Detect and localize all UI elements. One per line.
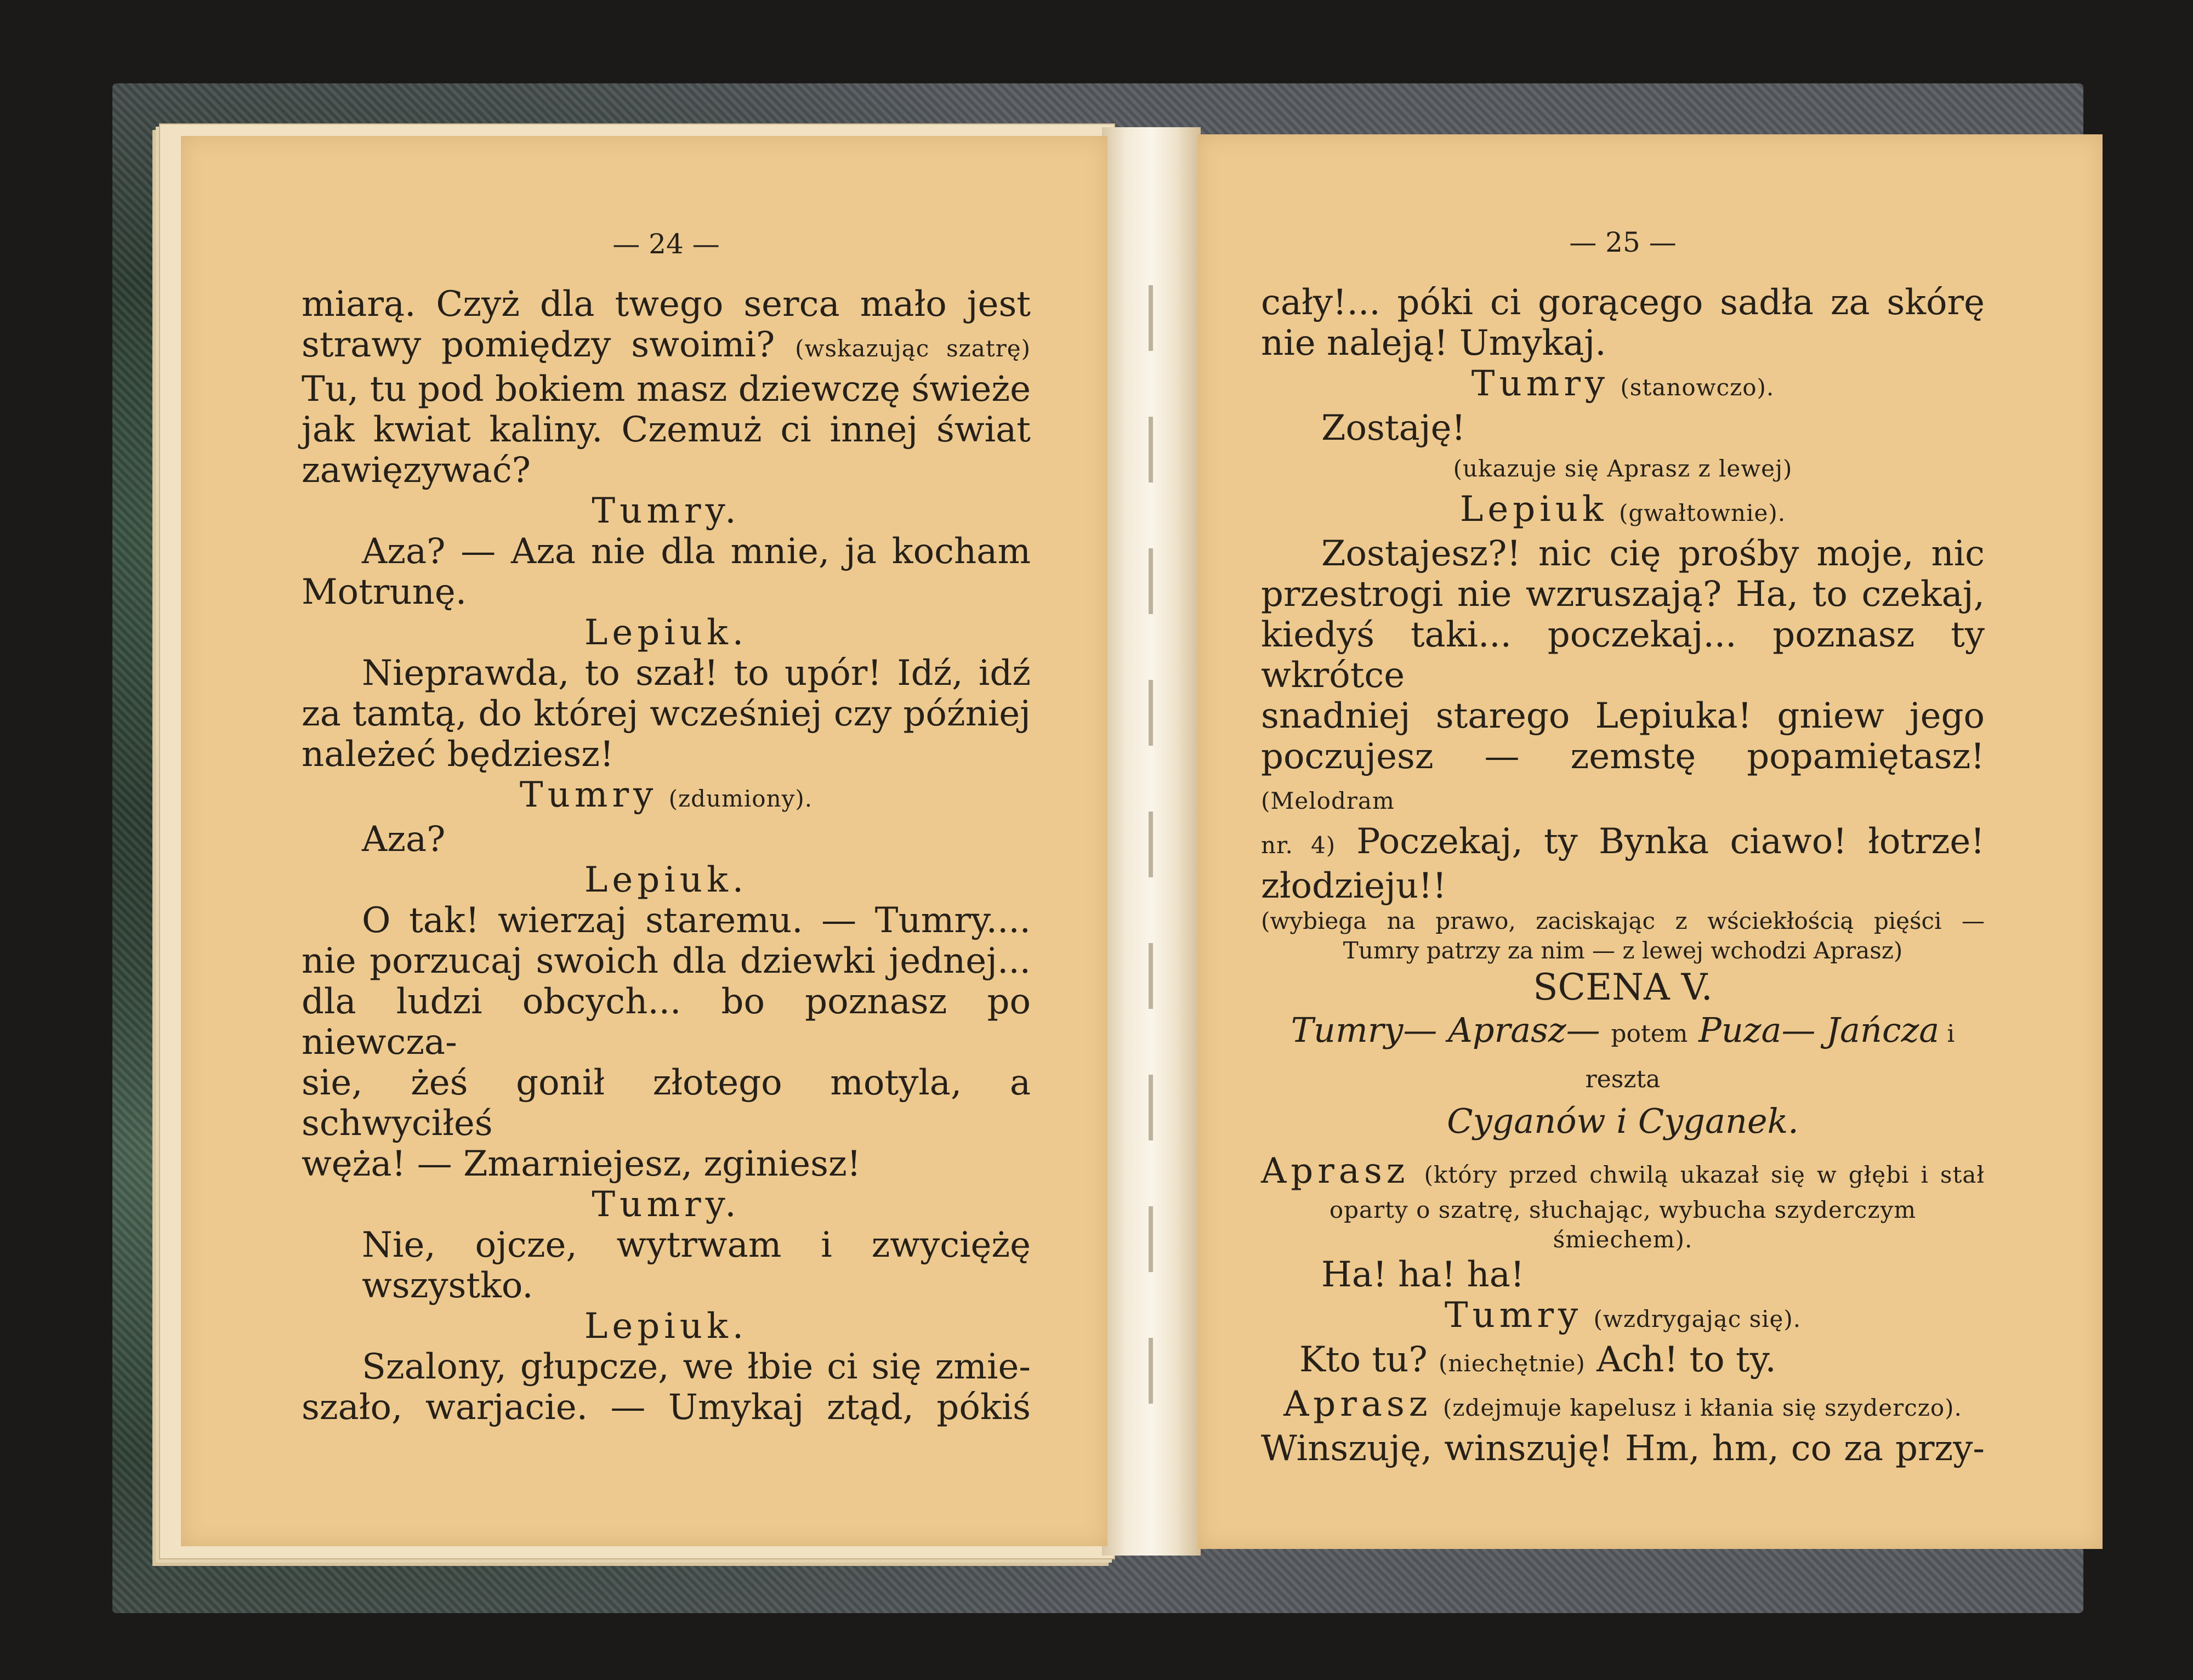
text-line: Tu, tu pod bokiem masz dziewczę świeże bbox=[302, 369, 1031, 410]
text-line: Motrunę. bbox=[302, 572, 467, 612]
text-line: miarą. Czyż dla twego serca mało jest bbox=[302, 284, 1031, 325]
stage-direction: (stanowczo). bbox=[1620, 374, 1775, 401]
text-line: kiedyś taki... poczekaj... poznasz ty wkrótce bbox=[1261, 615, 1985, 696]
stage-direction: (gwałtownie). bbox=[1619, 500, 1786, 526]
text-line: cały!... póki ci gorącego sadła za skórę bbox=[1261, 282, 1985, 323]
text-line: Winszuję, winszuję! Hm, hm, co za przy- bbox=[1261, 1428, 1985, 1469]
scene-cast: Cyganów i Cyganek. bbox=[1447, 1101, 1799, 1141]
text-line: poczujesz — zemstę popamiętasz! (Melodram bbox=[1261, 736, 1985, 814]
text-line: Nieprawda, to szał! to upór! Idź, idź bbox=[362, 653, 1031, 694]
text-line: złodzieju!! bbox=[1261, 866, 1447, 906]
speaker-name: Aprasz bbox=[1283, 1384, 1432, 1424]
speaker-name: Tumry bbox=[519, 775, 658, 815]
speaker-name: Lepiuk. bbox=[584, 1306, 748, 1347]
text-line: jak kwiat kaliny. Czemuż ci innej świat bbox=[302, 410, 1031, 450]
stage-direction: Tumry patrzy za nim — z lewej wchodzi Aprasz) bbox=[1343, 937, 1903, 964]
text-line: Kto tu? (niechętnie) Ach! to ty. bbox=[1299, 1340, 1776, 1380]
stage-direction: nr. 4) bbox=[1261, 832, 1336, 859]
text-line: należeć będziesz! bbox=[302, 734, 614, 775]
text-line: Ha! ha! ha! bbox=[1321, 1255, 1525, 1295]
text-line: Zostajesz?! nic cię prośby moje, nic bbox=[1321, 533, 1985, 574]
text-line: szało, warjacie. — Umykaj ztąd, pókiś bbox=[302, 1387, 1031, 1428]
speaker-line bbox=[1261, 489, 1985, 533]
stage-direction: (wybiega na prawo, zaciskając z wściekłością pięści — bbox=[1261, 907, 1985, 934]
speaker-name: Lepiuk. bbox=[584, 612, 748, 653]
text-line: snadniej starego Lepiuka! gniew jego bbox=[1261, 696, 1985, 736]
speaker-line bbox=[1261, 1151, 1985, 1195]
text-line: nie porzucaj swoich dla dziewki jednej... bbox=[302, 941, 1031, 981]
speaker-name: Tumry bbox=[1471, 364, 1610, 404]
text-line: zawięzywać? bbox=[302, 450, 531, 491]
left-page bbox=[181, 136, 1107, 1546]
text-line: sie, żeś gonił złotego motyla, a schwyciłeś bbox=[302, 1063, 1031, 1144]
stage-direction: (zdejmuje kapelusz i kłania się szyderczo). bbox=[1442, 1394, 1962, 1421]
text-line: przestrogi nie wzruszają? Ha, to czekaj, bbox=[1261, 574, 1985, 615]
speaker-name: Tumry bbox=[1444, 1295, 1583, 1336]
page-number: — 25 — bbox=[1569, 226, 1677, 258]
text-line: strawy pomiędzy swoimi? (wskazując szatrę) bbox=[302, 325, 1031, 365]
left-page-text bbox=[302, 224, 1031, 1428]
speaker-line bbox=[1261, 1295, 1985, 1340]
stage-direction: (wzdrygając się). bbox=[1593, 1306, 1802, 1332]
text-line: O tak! wierzaj staremu. — Tumry.... bbox=[362, 900, 1031, 941]
text-line: za tamtą, do której wcześniej czy później bbox=[302, 694, 1031, 734]
right-page bbox=[1198, 134, 2103, 1549]
right-page-text bbox=[1261, 222, 1985, 1469]
text-line: Szalony, głupcze, we łbie ci się zmie- bbox=[362, 1347, 1031, 1387]
page-number: — 24 — bbox=[612, 228, 720, 260]
speaker-line bbox=[1261, 1384, 1985, 1428]
speaker-name: Tumry. bbox=[592, 1184, 741, 1225]
text-line: Nie, ojcze, wytrwam i zwyciężę wszystko. bbox=[362, 1225, 1031, 1306]
speaker-line bbox=[1261, 364, 1985, 408]
text-line: Zostaję! bbox=[1321, 408, 1466, 449]
text-line: nie naleją! Umykaj. bbox=[1261, 323, 1606, 364]
speaker-name: Tumry. bbox=[592, 491, 741, 531]
speaker-name: Lepiuk. bbox=[584, 860, 748, 900]
scene-heading: SCENA V. bbox=[1533, 966, 1713, 1008]
text-line: Aza? bbox=[362, 819, 446, 860]
speaker-name: Aprasz bbox=[1261, 1151, 1410, 1191]
stage-direction: (niechętnie) bbox=[1439, 1350, 1586, 1377]
binding-stitch bbox=[1149, 285, 1153, 1437]
speaker-name: Lepiuk bbox=[1459, 489, 1608, 530]
text-line: dla ludzi obcych... bo poznasz po niewcza- bbox=[302, 981, 1031, 1063]
stage-direction: oparty o szatrę, słuchając, wybucha szyderczym śmiechem). bbox=[1329, 1196, 1917, 1253]
stage-direction: (ukazuje się Aprasz z lewej) bbox=[1453, 455, 1793, 482]
stage-direction: (wskazując szatrę) bbox=[795, 335, 1031, 362]
stage-direction: (Melodram bbox=[1261, 787, 1395, 814]
text-line: węża! — Zmarniejesz, zginiesz! bbox=[302, 1144, 861, 1184]
speaker-line bbox=[302, 775, 1031, 819]
stage-direction: (zdumiony). bbox=[668, 785, 813, 812]
scene-cast: Tumry— Aprasz— potem Puza— Jańcza i reszta bbox=[1291, 1010, 1955, 1093]
text-line: nr. 4) Poczekaj, ty Bynka ciawo! łotrze! bbox=[1261, 821, 1985, 862]
text-line: Aza? — Aza nie dla mnie, ja kocham bbox=[362, 531, 1031, 572]
stage-direction: (który przed chwilą ukazał się w głębi i stał bbox=[1424, 1161, 1985, 1188]
